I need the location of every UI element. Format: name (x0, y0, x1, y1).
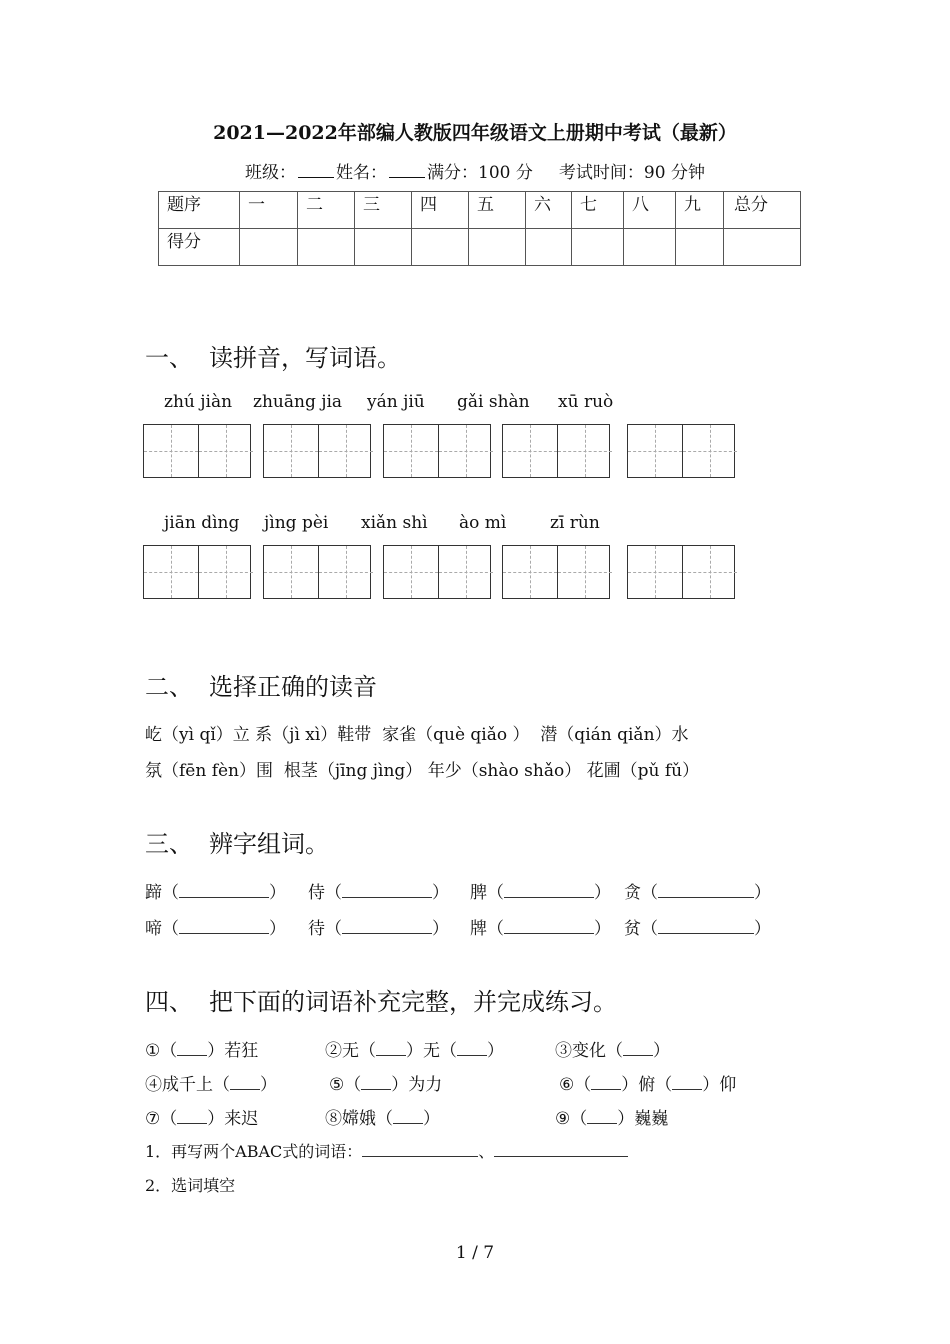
character: 贫 (624, 919, 641, 939)
idiom-item[interactable]: ②无（ ）无（ ） (325, 1041, 504, 1061)
table-cell: 题序 (159, 192, 240, 229)
table-cell: 二 (298, 192, 355, 229)
pinyin-label: zhú jiàn (164, 392, 233, 412)
section-number: 一、 (145, 344, 193, 372)
table-cell: 一 (240, 192, 298, 229)
score-table-score-row (159, 229, 801, 266)
word-group-item[interactable]: 贪（ ） (624, 883, 771, 903)
pinyin-label: gǎi shàn (457, 392, 530, 412)
word-group-item[interactable]: 啼（ ） (145, 919, 286, 939)
pinyin-label: jiān dìng (164, 513, 240, 533)
exam-time: 考试时间：90 分钟 (558, 163, 705, 183)
writing-grid[interactable] (383, 545, 491, 599)
idiom-item[interactable]: ⑨（ ）巍巍 (555, 1109, 669, 1129)
idiom-item[interactable]: ③变化（ ） (555, 1041, 670, 1061)
section-number: 二、 (145, 673, 193, 701)
full-score: 满分：100 分 (427, 163, 533, 183)
writing-grid-row (0, 545, 950, 601)
table-cell: 八 (624, 192, 676, 229)
writing-grid[interactable] (502, 545, 610, 599)
score-table-header-row (159, 192, 801, 229)
writing-grid[interactable] (627, 545, 735, 599)
table-cell: 四 (412, 192, 469, 229)
name-blank[interactable] (389, 163, 425, 178)
character: 侍 (308, 883, 325, 903)
section-number: 四、 (145, 988, 193, 1016)
pinyin-label: zī rùn (550, 513, 600, 533)
character: 待 (308, 919, 325, 939)
character: 贪 (624, 883, 641, 903)
writing-grid[interactable] (143, 545, 251, 599)
pinyin-label: yán jiū (367, 392, 425, 412)
word-group-item[interactable]: 贫（ ） (624, 919, 771, 939)
pronunciation-line[interactable]: 氛（fēn fèn）围 根茎（jīng jìng） 年少（shào shǎo） 花圃（pǔ fǔ） (145, 761, 700, 781)
question-text: 1．再写两个ABAC式的词语： (145, 1142, 363, 1161)
pronunciation-line[interactable]: 屹（yì qǐ）立 系（jì xì）鞋带 家雀（què qiǎo ） 潜（qián qiǎn）水 (145, 725, 689, 745)
answer-blank[interactable] (494, 1141, 628, 1157)
section-2-heading (145, 667, 377, 702)
table-cell: 得分 (159, 229, 240, 266)
idiom-item[interactable]: ⑤（ ）为力 (329, 1075, 443, 1095)
table-cell: 九 (676, 192, 724, 229)
pinyin-label: zhuāng jia (253, 392, 343, 412)
idiom-item[interactable]: ⑦（ ）来迟 (145, 1109, 259, 1129)
idiom-item[interactable]: ⑥（ ）俯（ ）仰 (559, 1075, 737, 1095)
exam-info (0, 158, 950, 183)
section-title: 辨字组词。 (209, 830, 329, 858)
score-cell[interactable] (526, 229, 572, 266)
score-cell[interactable] (412, 229, 469, 266)
page-title: 2021—2022年部编人教版四年级语文上册期中考试（最新） (213, 122, 737, 144)
writing-grid[interactable] (502, 424, 610, 478)
section-1-heading (145, 338, 401, 373)
pinyin-label: ào mì (459, 513, 507, 533)
score-cell[interactable] (355, 229, 412, 266)
pinyin-label: xiǎn shì (361, 513, 428, 533)
score-cell[interactable] (240, 229, 298, 266)
section-title: 把下面的词语补充完整，并完成练习。 (209, 988, 617, 1016)
pinyin-label: xū ruò (558, 392, 614, 412)
word-group-item[interactable]: 牌（ ） (470, 919, 611, 939)
score-cell[interactable] (469, 229, 526, 266)
question-2: 2．选词填空 (145, 1176, 236, 1195)
class-label: 班级： (245, 163, 297, 183)
character: 蹄 (145, 883, 162, 903)
score-cell[interactable] (572, 229, 624, 266)
character: 牌 (470, 919, 487, 939)
writing-grid[interactable] (627, 424, 735, 478)
table-cell: 总分 (724, 192, 801, 229)
table-cell: 六 (526, 192, 572, 229)
section-3-heading (145, 824, 329, 859)
score-cell[interactable] (624, 229, 676, 266)
table-cell: 五 (469, 192, 526, 229)
section-4-heading (145, 982, 617, 1017)
pinyin-label: jìng pèi (264, 513, 329, 533)
class-blank[interactable] (298, 163, 334, 178)
section-title: 读拼音，写词语。 (209, 344, 401, 372)
word-group-item[interactable]: 侍（ ） (308, 883, 449, 903)
table-cell: 三 (355, 192, 412, 229)
writing-grid[interactable] (383, 424, 491, 478)
word-group-item[interactable]: 蹄（ ） (145, 883, 286, 903)
score-cell[interactable] (298, 229, 355, 266)
section-number: 三、 (145, 830, 193, 858)
writing-grid[interactable] (263, 545, 371, 599)
page-number: 1 / 7 (455, 1243, 495, 1263)
word-group-item[interactable]: 待（ ） (308, 919, 449, 939)
table-cell: 七 (572, 192, 624, 229)
question-1: 1．再写两个ABAC式的词语： 、 (145, 1139, 628, 1162)
idiom-item[interactable]: ⑧嫦娥（ ） (325, 1109, 440, 1129)
writing-grid[interactable] (263, 424, 371, 478)
section-title: 选择正确的读音 (209, 673, 377, 701)
answer-blank[interactable] (362, 1141, 478, 1157)
writing-grid[interactable] (143, 424, 251, 478)
character: 啼 (145, 919, 162, 939)
word-group-item[interactable]: 脾（ ） (470, 883, 611, 903)
score-cell[interactable] (676, 229, 724, 266)
score-cell[interactable] (724, 229, 801, 266)
writing-grid-row (0, 424, 950, 480)
name-label: 姓名： (336, 163, 388, 183)
score-table (158, 191, 801, 266)
idiom-item[interactable]: ①（ ）若狂 (145, 1041, 259, 1061)
character: 脾 (470, 883, 487, 903)
idiom-item[interactable]: ④成千上（ ） (145, 1075, 277, 1095)
